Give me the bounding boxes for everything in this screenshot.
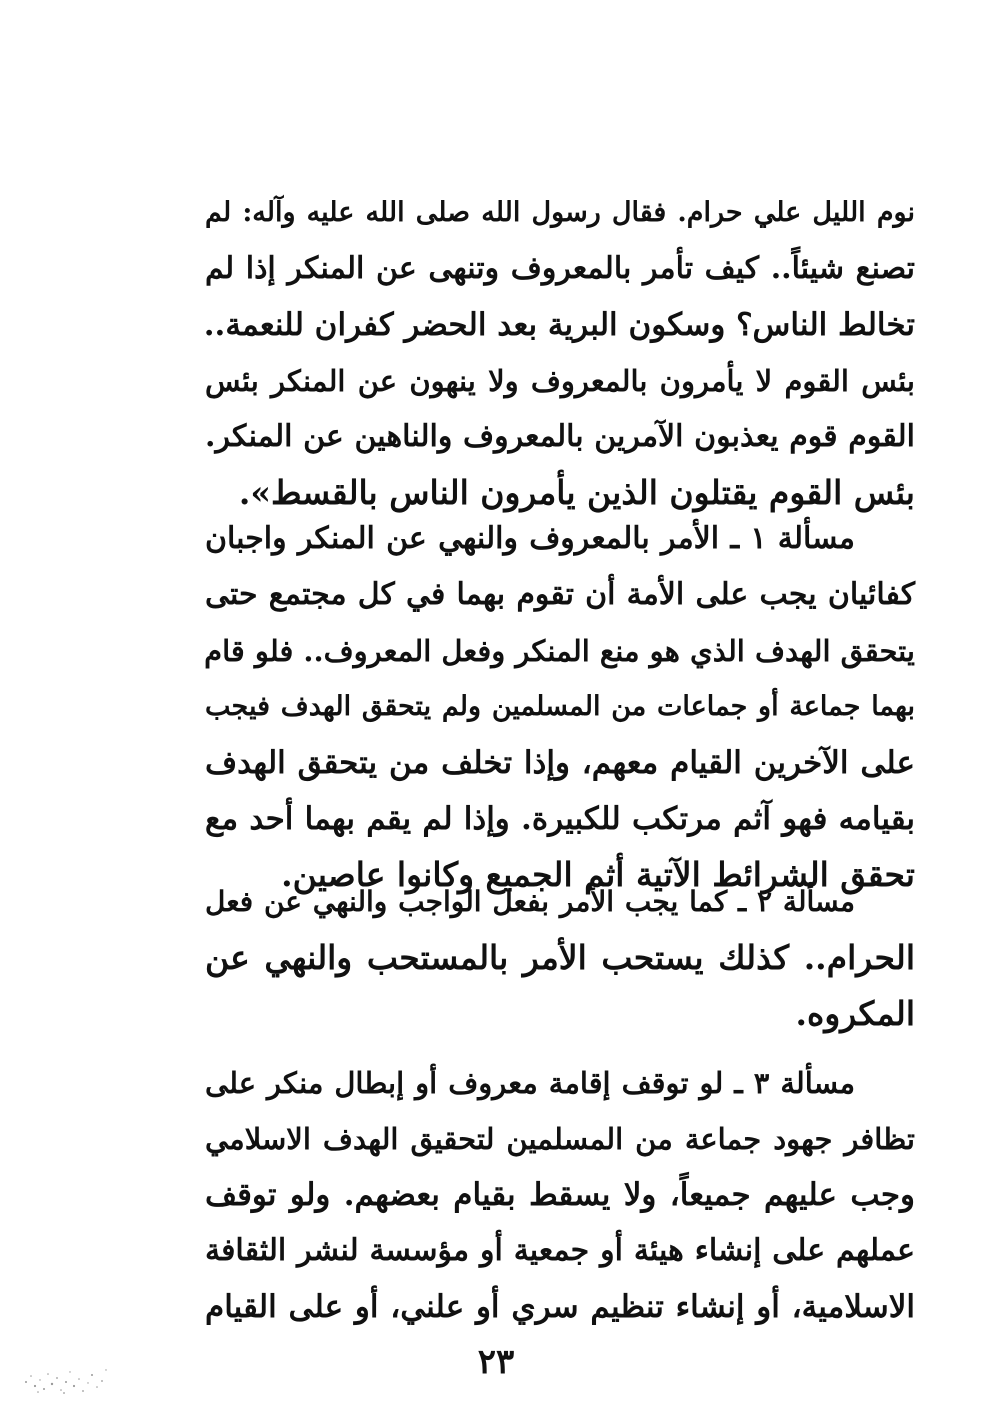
- text-line: القوم قوم يعذبون الآمرين بالمعروف والناهين عن المنكر.: [205, 419, 915, 454]
- text-line: مسألة ٢ ـ كما يجب الأمر بفعل الواجب والنهي عن فعل: [205, 885, 855, 918]
- text-line: يتحقق الهدف الذي هو منع المنكر وفعل المعروف.. فلو قام: [204, 634, 915, 668]
- text-line: مسألة ١ ـ الأمر بالمعروف والنهي عن المنكر واجبان: [205, 521, 855, 556]
- text-line: عملهم على إنشاء هيئة أو جمعية أو مؤسسة لنشر الثقافة: [205, 1233, 915, 1268]
- text-line: نوم الليل علي حرام. فقال رسول الله صلى الله عليه وآله: لم: [205, 197, 915, 228]
- text-line: كفائيان يجب على الأمة أن تقوم بهما في كل مجتمع حتى: [205, 577, 915, 612]
- text-line: تظافر جهود جماعة من المسلمين لتحقيق الهدف الاسلامي: [205, 1122, 915, 1156]
- text-line: بئس القوم لا يأمرون بالمعروف ولا ينهون عن المنكر بئس: [205, 364, 915, 398]
- text-line: على الآخرين القيام معهم، وإذا تخلف من يتحقق الهدف: [205, 745, 915, 781]
- paragraph-intro: [205, 185, 915, 521]
- text-line: الاسلامية، أو إنشاء تنظيم سري أو علني، أو على القيام: [205, 1289, 915, 1325]
- text-line: تحقق الشرائط الآتية أثم الجميع وكانوا عاصين.: [281, 855, 915, 894]
- text-line: تخالط الناس؟ وسكون البرية بعد الحضر كفران للنعمة..: [203, 307, 915, 343]
- text-line: الحرام.. كذلك يستحب الأمر بالمستحب والنهي عن: [205, 938, 915, 977]
- paragraph-masala-1: [205, 511, 915, 903]
- text-line: المكروه.: [795, 994, 915, 1033]
- paragraph-masala-3: [205, 1055, 915, 1335]
- text-line: بهما جماعة أو جماعات من المسلمين ولم يتحقق الهدف فيجب: [205, 691, 915, 722]
- paragraph-masala-2: [205, 874, 915, 1042]
- page-number: ٢٣: [477, 1342, 515, 1382]
- text-line: بقيامه فهو آثم مرتكب للكبيرة. وإذا لم يقم بهما أحد مع: [205, 801, 915, 837]
- text-line: وجب عليهم جميعاً، ولا يسقط بقيام بعضهم. ولو توقف: [205, 1177, 915, 1213]
- scan-noise: [22, 1362, 112, 1396]
- text-line: تصنع شيئاً.. كيف تأمر بالمعروف وتنهى عن المنكر إذا لم: [205, 251, 915, 286]
- text-line: مسألة ٣ ـ لو توقف إقامة معروف أو إبطال منكر على: [205, 1066, 855, 1100]
- text-line: بئس القوم يقتلون الذين يأمرون الناس بالقسط».: [238, 473, 915, 512]
